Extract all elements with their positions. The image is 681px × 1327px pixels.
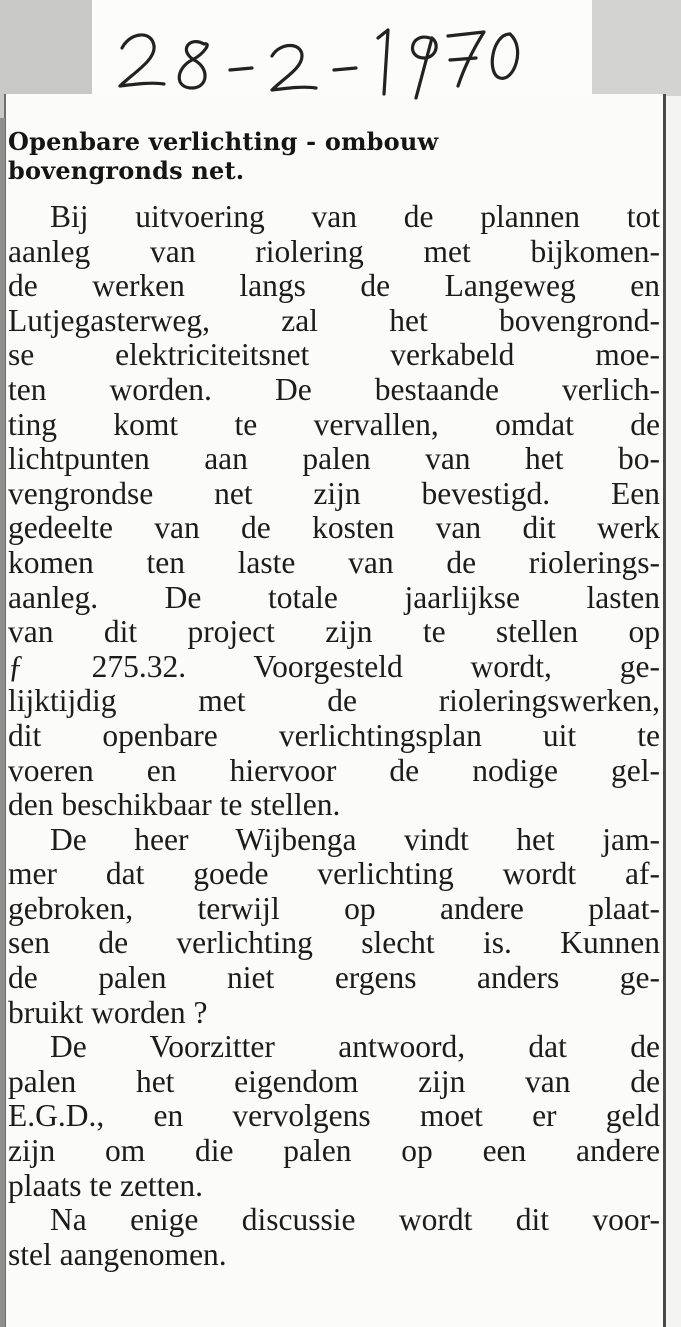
text-line: de palen niet ergens anders ge- <box>8 960 660 996</box>
paragraph-3 <box>8 1030 660 1203</box>
text-line: Bij uitvoering van de plannen tot <box>50 199 660 234</box>
text-line: palen het eigendom zijn van de <box>8 1063 660 1099</box>
scan-margin-top-right <box>592 0 681 96</box>
text-line: dit openbare verlichtingsplan uit te <box>8 717 660 753</box>
text-line: De Voorzitter antwoord, dat de <box>50 1029 660 1065</box>
text-line: se elektriciteitsnet verkabeld moe- <box>8 337 660 373</box>
text-line: de werken langs de Langeweg en <box>8 268 660 304</box>
text-line: Lutjegasterweg, zal het bovengrond- <box>8 302 660 338</box>
text-line: Na enige discussie wordt dit voor- <box>50 1202 660 1238</box>
text-line: ƒ 275.32. Voorgesteld wordt, ge- <box>8 648 660 684</box>
headline-line-1: Openbare verlichting - ombouw <box>8 127 439 156</box>
text-line: sen de verlichting slecht is. Kunnen <box>8 925 660 961</box>
text-line: E.G.D., en vervolgens moet er geld <box>8 1098 660 1134</box>
paragraph-4 <box>8 1203 660 1272</box>
text-line: zijn om die palen op een andere <box>8 1133 660 1169</box>
text-line: komen ten laste van de riolerings- <box>8 544 660 580</box>
text-line: stel aangenomen. <box>8 1236 227 1272</box>
text-line: ting komt te vervallen, omdat de <box>8 406 660 442</box>
text-line: gedeelte van de kosten van dit werk <box>8 510 660 546</box>
text-line: mer dat goede verlichting wordt af- <box>8 856 660 892</box>
text-line: lijktijdig met de rioleringswerken, <box>8 683 660 719</box>
text-line: aanleg van riolering met bijkomen- <box>8 233 660 269</box>
text-line: voeren en hiervoor de nodige gel- <box>8 752 660 788</box>
text-line: van dit project zijn te stellen op <box>8 614 660 650</box>
headline-line-2: bovengronds net. <box>8 156 245 185</box>
text-line: ten worden. De bestaande verlich- <box>8 371 660 407</box>
paragraph-1 <box>8 200 660 823</box>
text-line: De heer Wijbenga vindt het jam- <box>50 821 660 857</box>
text-line: den beschikbaar te stellen. <box>8 787 341 823</box>
text-line: bruikt worden ? <box>8 994 208 1030</box>
text-line: aanleg. De totale jaarlijkse lasten <box>8 579 660 615</box>
paragraph-2 <box>8 823 660 1031</box>
text-line: vengrondse net zijn bevestigd. Een <box>8 475 660 511</box>
text-line: plaats te zetten. <box>8 1167 204 1203</box>
article-headline <box>8 127 658 185</box>
text-line: lichtpunten aan palen van het bo- <box>8 441 660 477</box>
scan-margin-left <box>0 118 5 1327</box>
article-body <box>8 200 660 1272</box>
text-line: gebroken, terwijl op andere plaat- <box>8 890 660 926</box>
handwritten-date <box>112 8 532 108</box>
